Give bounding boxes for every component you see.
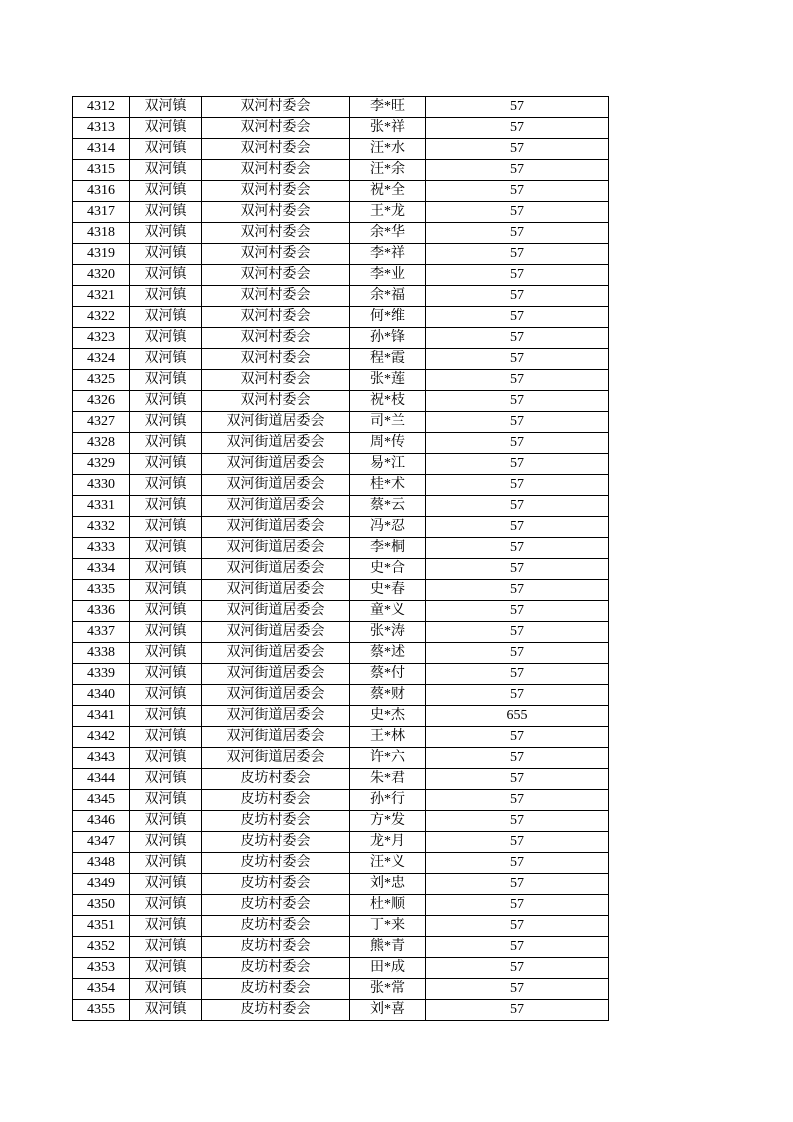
name-cell: 蔡*财: [350, 685, 426, 706]
committee-cell: 皮坊村委会: [202, 979, 350, 1000]
town-cell: 双河镇: [130, 979, 202, 1000]
row-number-cell: 4328: [73, 433, 130, 454]
name-cell: 李*祥: [350, 244, 426, 265]
town-cell: 双河镇: [130, 307, 202, 328]
roster-body: [73, 97, 609, 1021]
committee-cell: 双河村委会: [202, 97, 350, 118]
row-number-cell: 4347: [73, 832, 130, 853]
town-cell: 双河镇: [130, 181, 202, 202]
town-cell: 双河镇: [130, 517, 202, 538]
town-cell: 双河镇: [130, 370, 202, 391]
name-cell: 易*江: [350, 454, 426, 475]
town-cell: 双河镇: [130, 916, 202, 937]
amount-cell: 57: [426, 517, 609, 538]
committee-cell: 双河街道居委会: [202, 622, 350, 643]
amount-cell: 57: [426, 685, 609, 706]
town-cell: 双河镇: [130, 475, 202, 496]
name-cell: 余*福: [350, 286, 426, 307]
town-cell: 双河镇: [130, 853, 202, 874]
name-cell: 方*发: [350, 811, 426, 832]
row-number-cell: 4316: [73, 181, 130, 202]
row-number-cell: 4325: [73, 370, 130, 391]
amount-cell: 57: [426, 916, 609, 937]
committee-cell: 双河街道居委会: [202, 664, 350, 685]
committee-cell: 双河街道居委会: [202, 412, 350, 433]
amount-cell: 57: [426, 769, 609, 790]
row-number-cell: 4352: [73, 937, 130, 958]
committee-cell: 双河村委会: [202, 181, 350, 202]
amount-cell: 57: [426, 328, 609, 349]
name-cell: 孙*锋: [350, 328, 426, 349]
name-cell: 杜*顺: [350, 895, 426, 916]
row-number-cell: 4342: [73, 727, 130, 748]
amount-cell: 57: [426, 895, 609, 916]
town-cell: 双河镇: [130, 958, 202, 979]
name-cell: 孙*行: [350, 790, 426, 811]
roster-table: [72, 96, 609, 1021]
row-number-cell: 4353: [73, 958, 130, 979]
town-cell: 双河镇: [130, 223, 202, 244]
committee-cell: 双河村委会: [202, 349, 350, 370]
town-cell: 双河镇: [130, 769, 202, 790]
amount-cell: 57: [426, 727, 609, 748]
table-row: [73, 139, 609, 160]
amount-cell: 57: [426, 370, 609, 391]
name-cell: 田*成: [350, 958, 426, 979]
town-cell: 双河镇: [130, 328, 202, 349]
row-number-cell: 4343: [73, 748, 130, 769]
committee-cell: 双河村委会: [202, 370, 350, 391]
committee-cell: 双河村委会: [202, 139, 350, 160]
table-row: [73, 664, 609, 685]
name-cell: 蔡*述: [350, 643, 426, 664]
table-row: [73, 412, 609, 433]
table-row: [73, 790, 609, 811]
amount-cell: 57: [426, 664, 609, 685]
table-row: [73, 958, 609, 979]
table-row: [73, 475, 609, 496]
committee-cell: 双河街道居委会: [202, 454, 350, 475]
committee-cell: 皮坊村委会: [202, 916, 350, 937]
table-row: [73, 895, 609, 916]
amount-cell: 57: [426, 496, 609, 517]
town-cell: 双河镇: [130, 748, 202, 769]
row-number-cell: 4332: [73, 517, 130, 538]
committee-cell: 双河村委会: [202, 118, 350, 139]
town-cell: 双河镇: [130, 97, 202, 118]
amount-cell: 57: [426, 748, 609, 769]
table-row: [73, 307, 609, 328]
row-number-cell: 4333: [73, 538, 130, 559]
amount-cell: 57: [426, 412, 609, 433]
town-cell: 双河镇: [130, 454, 202, 475]
name-cell: 汪*义: [350, 853, 426, 874]
amount-cell: 57: [426, 790, 609, 811]
row-number-cell: 4321: [73, 286, 130, 307]
row-number-cell: 4326: [73, 391, 130, 412]
table-row: [73, 391, 609, 412]
row-number-cell: 4327: [73, 412, 130, 433]
name-cell: 丁*来: [350, 916, 426, 937]
town-cell: 双河镇: [130, 601, 202, 622]
table-row: [73, 685, 609, 706]
name-cell: 冯*忍: [350, 517, 426, 538]
town-cell: 双河镇: [130, 265, 202, 286]
committee-cell: 双河村委会: [202, 160, 350, 181]
table-row: [73, 601, 609, 622]
amount-cell: 57: [426, 538, 609, 559]
name-cell: 史*杰: [350, 706, 426, 727]
name-cell: 张*祥: [350, 118, 426, 139]
name-cell: 蔡*付: [350, 664, 426, 685]
table-row: [73, 433, 609, 454]
amount-cell: 57: [426, 307, 609, 328]
committee-cell: 双河村委会: [202, 223, 350, 244]
committee-cell: 双河村委会: [202, 202, 350, 223]
name-cell: 李*旺: [350, 97, 426, 118]
committee-cell: 双河街道居委会: [202, 433, 350, 454]
committee-cell: 皮坊村委会: [202, 874, 350, 895]
name-cell: 汪*余: [350, 160, 426, 181]
town-cell: 双河镇: [130, 580, 202, 601]
committee-cell: 皮坊村委会: [202, 832, 350, 853]
town-cell: 双河镇: [130, 433, 202, 454]
table-row: [73, 538, 609, 559]
table-row: [73, 853, 609, 874]
row-number-cell: 4344: [73, 769, 130, 790]
committee-cell: 双河街道居委会: [202, 517, 350, 538]
table-row: [73, 979, 609, 1000]
row-number-cell: 4336: [73, 601, 130, 622]
row-number-cell: 4312: [73, 97, 130, 118]
name-cell: 史*春: [350, 580, 426, 601]
name-cell: 史*合: [350, 559, 426, 580]
name-cell: 余*华: [350, 223, 426, 244]
committee-cell: 皮坊村委会: [202, 895, 350, 916]
name-cell: 汪*水: [350, 139, 426, 160]
table-row: [73, 811, 609, 832]
town-cell: 双河镇: [130, 496, 202, 517]
row-number-cell: 4314: [73, 139, 130, 160]
amount-cell: 57: [426, 559, 609, 580]
name-cell: 周*传: [350, 433, 426, 454]
committee-cell: 皮坊村委会: [202, 958, 350, 979]
name-cell: 桂*术: [350, 475, 426, 496]
amount-cell: 57: [426, 454, 609, 475]
committee-cell: 双河村委会: [202, 244, 350, 265]
table-row: [73, 727, 609, 748]
town-cell: 双河镇: [130, 895, 202, 916]
table-row: [73, 559, 609, 580]
row-number-cell: 4324: [73, 349, 130, 370]
amount-cell: 57: [426, 391, 609, 412]
table-row: [73, 496, 609, 517]
row-number-cell: 4338: [73, 643, 130, 664]
amount-cell: 57: [426, 811, 609, 832]
town-cell: 双河镇: [130, 139, 202, 160]
town-cell: 双河镇: [130, 412, 202, 433]
committee-cell: 双河街道居委会: [202, 748, 350, 769]
row-number-cell: 4346: [73, 811, 130, 832]
name-cell: 童*义: [350, 601, 426, 622]
amount-cell: 57: [426, 349, 609, 370]
amount-cell: 57: [426, 874, 609, 895]
town-cell: 双河镇: [130, 244, 202, 265]
row-number-cell: 4323: [73, 328, 130, 349]
town-cell: 双河镇: [130, 832, 202, 853]
table-row: [73, 118, 609, 139]
amount-cell: 57: [426, 139, 609, 160]
table-row: [73, 643, 609, 664]
table-row: [73, 517, 609, 538]
town-cell: 双河镇: [130, 643, 202, 664]
table-row: [73, 769, 609, 790]
name-cell: 熊*青: [350, 937, 426, 958]
name-cell: 王*龙: [350, 202, 426, 223]
committee-cell: 双河街道居委会: [202, 706, 350, 727]
town-cell: 双河镇: [130, 790, 202, 811]
name-cell: 何*维: [350, 307, 426, 328]
table-row: [73, 937, 609, 958]
name-cell: 李*桐: [350, 538, 426, 559]
table-row: [73, 1000, 609, 1021]
amount-cell: 57: [426, 223, 609, 244]
row-number-cell: 4339: [73, 664, 130, 685]
committee-cell: 皮坊村委会: [202, 937, 350, 958]
name-cell: 李*业: [350, 265, 426, 286]
committee-cell: 皮坊村委会: [202, 853, 350, 874]
table-row: [73, 706, 609, 727]
row-number-cell: 4313: [73, 118, 130, 139]
table-row: [73, 97, 609, 118]
town-cell: 双河镇: [130, 286, 202, 307]
name-cell: 张*常: [350, 979, 426, 1000]
amount-cell: 57: [426, 118, 609, 139]
row-number-cell: 4345: [73, 790, 130, 811]
table-row: [73, 832, 609, 853]
table-row: [73, 244, 609, 265]
town-cell: 双河镇: [130, 559, 202, 580]
row-number-cell: 4351: [73, 916, 130, 937]
amount-cell: 57: [426, 97, 609, 118]
table-row: [73, 223, 609, 244]
row-number-cell: 4322: [73, 307, 130, 328]
row-number-cell: 4350: [73, 895, 130, 916]
name-cell: 张*莲: [350, 370, 426, 391]
town-cell: 双河镇: [130, 727, 202, 748]
town-cell: 双河镇: [130, 1000, 202, 1021]
row-number-cell: 4330: [73, 475, 130, 496]
town-cell: 双河镇: [130, 937, 202, 958]
name-cell: 朱*君: [350, 769, 426, 790]
committee-cell: 双河街道居委会: [202, 580, 350, 601]
town-cell: 双河镇: [130, 391, 202, 412]
row-number-cell: 4340: [73, 685, 130, 706]
town-cell: 双河镇: [130, 118, 202, 139]
name-cell: 王*林: [350, 727, 426, 748]
committee-cell: 双河村委会: [202, 391, 350, 412]
committee-cell: 双河街道居委会: [202, 475, 350, 496]
table-row: [73, 265, 609, 286]
name-cell: 许*六: [350, 748, 426, 769]
name-cell: 祝*枝: [350, 391, 426, 412]
town-cell: 双河镇: [130, 202, 202, 223]
row-number-cell: 4318: [73, 223, 130, 244]
town-cell: 双河镇: [130, 349, 202, 370]
table-row: [73, 349, 609, 370]
committee-cell: 双河街道居委会: [202, 685, 350, 706]
table-row: [73, 328, 609, 349]
row-number-cell: 4329: [73, 454, 130, 475]
name-cell: 龙*月: [350, 832, 426, 853]
table-row: [73, 622, 609, 643]
row-number-cell: 4320: [73, 265, 130, 286]
committee-cell: 双河村委会: [202, 307, 350, 328]
committee-cell: 皮坊村委会: [202, 769, 350, 790]
committee-cell: 双河街道居委会: [202, 727, 350, 748]
amount-cell: 57: [426, 1000, 609, 1021]
table-row: [73, 286, 609, 307]
town-cell: 双河镇: [130, 685, 202, 706]
committee-cell: 双河村委会: [202, 286, 350, 307]
table-row: [73, 916, 609, 937]
table-row: [73, 580, 609, 601]
committee-cell: 双河村委会: [202, 328, 350, 349]
row-number-cell: 4331: [73, 496, 130, 517]
amount-cell: 57: [426, 475, 609, 496]
amount-cell: 57: [426, 601, 609, 622]
amount-cell: 57: [426, 433, 609, 454]
name-cell: 祝*全: [350, 181, 426, 202]
amount-cell: 57: [426, 160, 609, 181]
table-row: [73, 370, 609, 391]
name-cell: 程*霞: [350, 349, 426, 370]
row-number-cell: 4317: [73, 202, 130, 223]
table-row: [73, 160, 609, 181]
amount-cell: 57: [426, 265, 609, 286]
committee-cell: 皮坊村委会: [202, 811, 350, 832]
town-cell: 双河镇: [130, 706, 202, 727]
amount-cell: 57: [426, 853, 609, 874]
amount-cell: 57: [426, 958, 609, 979]
amount-cell: 57: [426, 181, 609, 202]
committee-cell: 双河村委会: [202, 265, 350, 286]
committee-cell: 双河街道居委会: [202, 559, 350, 580]
amount-cell: 57: [426, 202, 609, 223]
amount-cell: 57: [426, 244, 609, 265]
name-cell: 张*涛: [350, 622, 426, 643]
amount-cell: 57: [426, 832, 609, 853]
amount-cell: 57: [426, 643, 609, 664]
row-number-cell: 4334: [73, 559, 130, 580]
name-cell: 司*兰: [350, 412, 426, 433]
row-number-cell: 4349: [73, 874, 130, 895]
table-row: [73, 202, 609, 223]
town-cell: 双河镇: [130, 622, 202, 643]
table-row: [73, 181, 609, 202]
amount-cell: 655: [426, 706, 609, 727]
name-cell: 蔡*云: [350, 496, 426, 517]
row-number-cell: 4348: [73, 853, 130, 874]
name-cell: 刘*忠: [350, 874, 426, 895]
name-cell: 刘*喜: [350, 1000, 426, 1021]
committee-cell: 双河街道居委会: [202, 643, 350, 664]
row-number-cell: 4354: [73, 979, 130, 1000]
amount-cell: 57: [426, 580, 609, 601]
row-number-cell: 4337: [73, 622, 130, 643]
amount-cell: 57: [426, 622, 609, 643]
committee-cell: 双河街道居委会: [202, 496, 350, 517]
table-row: [73, 454, 609, 475]
row-number-cell: 4319: [73, 244, 130, 265]
amount-cell: 57: [426, 937, 609, 958]
row-number-cell: 4315: [73, 160, 130, 181]
town-cell: 双河镇: [130, 874, 202, 895]
committee-cell: 皮坊村委会: [202, 1000, 350, 1021]
amount-cell: 57: [426, 979, 609, 1000]
row-number-cell: 4341: [73, 706, 130, 727]
town-cell: 双河镇: [130, 811, 202, 832]
table-row: [73, 874, 609, 895]
committee-cell: 皮坊村委会: [202, 790, 350, 811]
committee-cell: 双河街道居委会: [202, 538, 350, 559]
row-number-cell: 4335: [73, 580, 130, 601]
table-row: [73, 748, 609, 769]
amount-cell: 57: [426, 286, 609, 307]
committee-cell: 双河街道居委会: [202, 601, 350, 622]
town-cell: 双河镇: [130, 664, 202, 685]
town-cell: 双河镇: [130, 160, 202, 181]
row-number-cell: 4355: [73, 1000, 130, 1021]
town-cell: 双河镇: [130, 538, 202, 559]
